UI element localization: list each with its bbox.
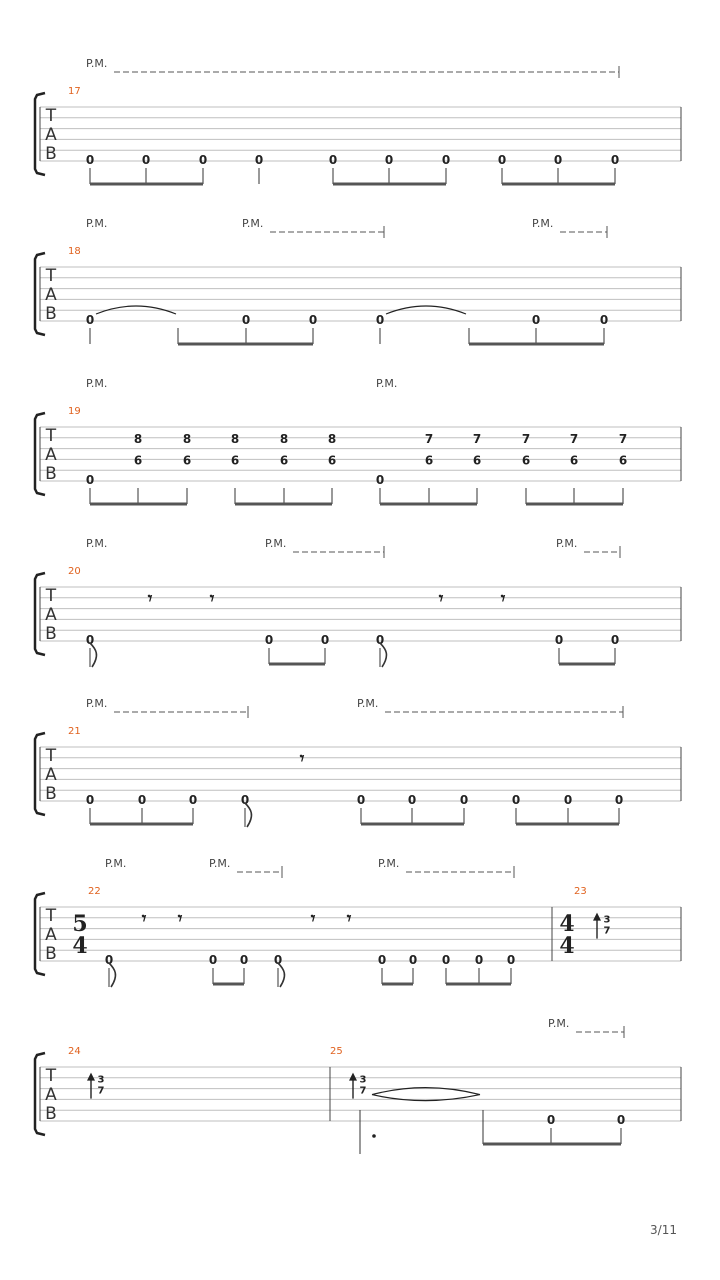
tab-staff [35,573,681,655]
fret-number: 0 [85,153,95,167]
fret-number: 0 [85,313,95,327]
palm-mute-label: P.M. [242,217,264,230]
palm-mute-label: P.M. [556,537,578,550]
eighth-rest: 𝄾 [500,588,506,609]
measure-number: 24 [68,1046,81,1057]
bend-amount-top: 3 [97,1074,105,1086]
fret-number: 0 [328,153,338,167]
fret-number: 0 [474,953,484,967]
measure-number: 21 [68,726,81,737]
fret-number: 0 [441,153,451,167]
fret-number: 0 [384,153,394,167]
measure-number: 22 [88,886,101,897]
fret-number: 0 [264,633,274,647]
note-beam [483,1143,621,1146]
bend-arrowhead [593,913,601,921]
palm-mute-label: P.M. [376,377,398,390]
time-signature-bottom: 4 [72,933,88,959]
fret-number: 8 [182,431,192,446]
fret-number: 0 [104,953,114,967]
fret-number: 0 [198,153,208,167]
note-beam [526,503,623,506]
fret-number: 7 [618,431,628,446]
eighth-rest: 𝄾 [147,588,153,609]
fret-number: 6 [182,453,192,468]
fret-number: 0 [553,153,563,167]
fret-number: 8 [133,431,143,446]
fret-number: 0 [599,313,609,327]
fret-number: 0 [375,473,385,487]
tab-letter-a: A [45,445,57,465]
fret-number: 8 [279,431,289,446]
palm-mute-label: P.M. [532,217,554,230]
note-beam [502,183,615,186]
fret-number: 8 [230,431,240,446]
tab-letter-a: A [45,285,57,305]
measure-number: 19 [68,406,81,417]
fret-number: 0 [610,633,620,647]
fret-number: 0 [497,153,507,167]
tab-letter-t: T [45,906,57,926]
tab-staff [35,1053,681,1135]
tab-letter-b: B [45,304,57,324]
tab-letter-a: A [45,1085,57,1105]
note-beam [178,343,313,346]
fret-number: 6 [424,453,434,468]
fret-number: 0 [254,153,264,167]
fret-number: 6 [230,453,240,468]
fret-number: 0 [273,953,283,967]
fret-number: 0 [459,793,469,807]
fret-number: 0 [441,953,451,967]
tab-staff [35,893,681,975]
note-beam [559,663,615,666]
fret-number: 0 [511,793,521,807]
bend-amount-bottom: 7 [603,925,611,937]
tab-letter-t: T [45,746,57,766]
note-beam [469,343,604,346]
palm-mute-label: P.M. [548,1017,570,1030]
note-beam [516,823,619,826]
time-signature-top: 4 [559,911,575,937]
measure-number: 18 [68,246,81,257]
fret-number: 0 [408,953,418,967]
note-beam [90,503,187,506]
palm-mute-label: P.M. [86,217,108,230]
bend-amount-bottom: 7 [97,1085,105,1097]
fret-number: 0 [377,953,387,967]
tab-staff [35,253,681,335]
fret-number: 0 [85,473,95,487]
tab-letter-t: T [45,106,57,126]
palm-mute-label: P.M. [357,697,379,710]
tab-letter-t: T [45,426,57,446]
tab-letter-b: B [45,784,57,804]
fret-number: 0 [241,313,251,327]
fret-number: 0 [616,1113,626,1127]
palm-mute-label: P.M. [86,377,108,390]
eighth-rest: 𝄾 [310,908,316,929]
tab-letter-b: B [45,144,57,164]
palm-mute-label: P.M. [105,857,127,870]
fret-number: 0 [610,153,620,167]
time-signature-bottom: 4 [559,933,575,959]
palm-mute-label: P.M. [378,857,400,870]
note-beam [213,983,244,986]
fret-number: 6 [133,453,143,468]
tab-letter-b: B [45,624,57,644]
note-beam [382,983,413,986]
fret-number: 7 [569,431,579,446]
palm-mute-label: P.M. [209,857,231,870]
note-beam [380,503,477,506]
fret-number: 7 [521,431,531,446]
tab-letter-t: T [45,266,57,286]
tab-letter-b: B [45,944,57,964]
palm-mute-label: P.M. [265,537,287,550]
fret-number: 7 [424,431,434,446]
fret-number: 0 [531,313,541,327]
fret-number: 6 [327,453,337,468]
note-beam [333,183,446,186]
palm-mute-label: P.M. [86,537,108,550]
eighth-rest: 𝄾 [438,588,444,609]
augmentation-dot [372,1134,376,1138]
tab-letter-b: B [45,1104,57,1124]
eighth-rest: 𝄾 [209,588,215,609]
fret-number: 0 [407,793,417,807]
measure-number: 23 [574,886,587,897]
fret-number: 7 [472,431,482,446]
note-beam [90,823,193,826]
tab-staff [35,93,681,175]
fret-number: 0 [375,633,385,647]
fret-number: 0 [506,953,516,967]
fret-number: 0 [188,793,198,807]
eighth-rest: 𝄾 [177,908,183,929]
note-beam [446,983,511,986]
tab-letter-a: A [45,605,57,625]
fret-number: 0 [239,953,249,967]
tab-staff [35,413,681,495]
tab-letter-a: A [45,925,57,945]
measure-number: 20 [68,566,81,577]
fret-number: 6 [569,453,579,468]
fret-number: 0 [85,633,95,647]
tab-letter-a: A [45,125,57,145]
note-beam [235,503,332,506]
eighth-rest: 𝄾 [141,908,147,929]
page-number: 3/11 [650,1223,677,1237]
measure-number: 17 [68,86,81,97]
tab-letter-b: B [45,464,57,484]
eighth-rest: 𝄾 [299,748,305,769]
fret-number: 0 [320,633,330,647]
fret-number: 6 [472,453,482,468]
fret-number: 0 [141,153,151,167]
fret-number: 0 [546,1113,556,1127]
fret-number: 6 [279,453,289,468]
palm-mute-label: P.M. [86,697,108,710]
fret-number: 0 [375,313,385,327]
note-beam [361,823,464,826]
fret-number: 0 [614,793,624,807]
bend-arrowhead [87,1073,95,1081]
fret-number: 0 [563,793,573,807]
eighth-rest: 𝄾 [346,908,352,929]
fret-number: 0 [208,953,218,967]
fret-number: 0 [308,313,318,327]
fret-number: 8 [327,431,337,446]
measure-number: 25 [330,1046,343,1057]
bend-amount-top: 3 [603,914,611,926]
tab-letter-t: T [45,1066,57,1086]
fret-number: 6 [618,453,628,468]
time-signature-top: 5 [72,911,88,937]
bend-arrowhead [349,1073,357,1081]
fret-number: 0 [137,793,147,807]
fret-number: 0 [554,633,564,647]
fret-number: 6 [521,453,531,468]
tab-letter-t: T [45,586,57,606]
fret-number: 0 [356,793,366,807]
fret-number: 0 [240,793,250,807]
note-beam [269,663,325,666]
bend-amount-bottom: 7 [359,1085,367,1097]
palm-mute-label: P.M. [86,57,108,70]
bend-amount-top: 3 [359,1074,367,1086]
tab-letter-a: A [45,765,57,785]
note-beam [90,183,203,186]
fret-number: 0 [85,793,95,807]
